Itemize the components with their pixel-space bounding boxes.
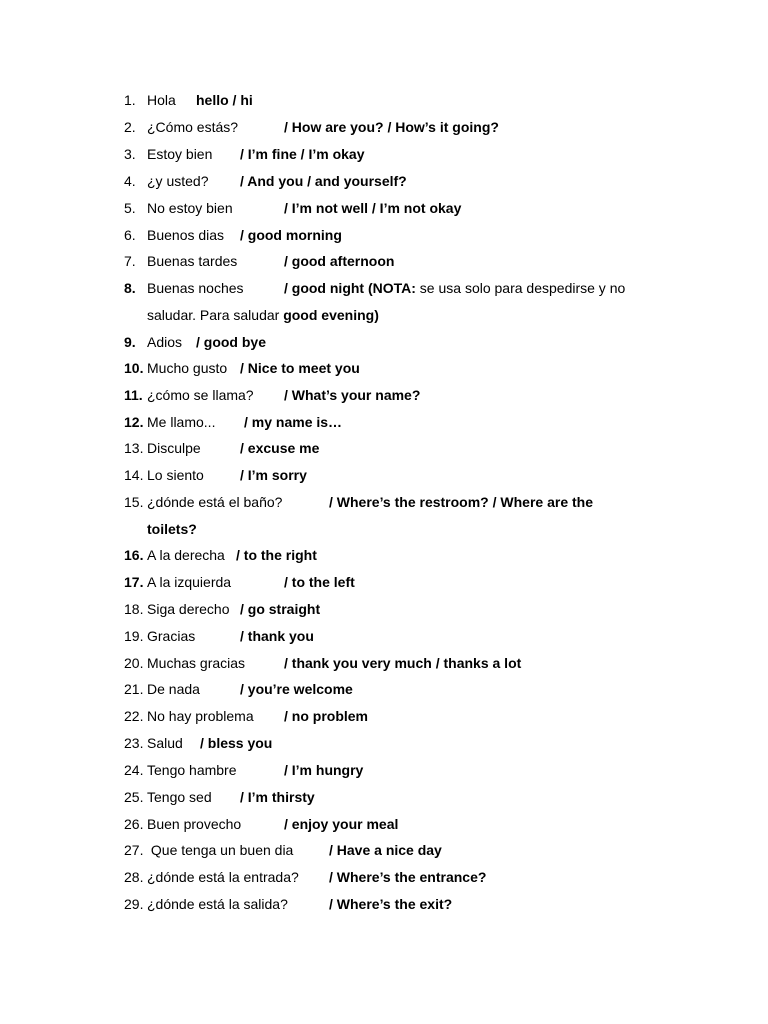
spanish-phrase: ¿y usted? — [147, 173, 209, 189]
item-number: 28. — [124, 869, 144, 885]
item-number: 24. — [124, 762, 144, 778]
spanish-phrase: Buenos dias — [147, 227, 225, 243]
english-translation: / Where’s the exit? — [329, 896, 453, 912]
english-translation: / good morning — [240, 227, 342, 243]
spanish-phrase: Hola — [147, 92, 176, 108]
spanish-phrase: Tengo hambre — [147, 762, 237, 778]
english-translation: / Where’s the restroom? / Where are the — [329, 494, 593, 510]
item-number: 25. — [124, 789, 144, 805]
english-translation: / I’m hungry — [284, 762, 364, 778]
item-number: 23. — [124, 735, 144, 751]
spanish-phrase: Adios — [147, 334, 183, 350]
item-number: 2. — [124, 119, 136, 135]
spanish-phrase: Siga derecho — [147, 601, 230, 617]
spanish-phrase: Buenas noches — [147, 280, 244, 296]
spanish-phrase: Gracias — [147, 628, 196, 644]
spanish-phrase: ¿Cómo estás? — [147, 119, 239, 135]
item-number: 20. — [124, 655, 144, 671]
english-translation: / I’m sorry — [240, 467, 307, 483]
english-translation: / I’m not well / I’m not okay — [284, 200, 462, 216]
item-number: 4. — [124, 173, 136, 189]
spanish-phrase: Salud — [147, 735, 183, 751]
spanish-phrase: De nada — [147, 681, 200, 697]
spanish-phrase: No hay problema — [147, 708, 254, 724]
note-text: saludar. Para saludar — [147, 307, 284, 323]
item-number: 3. — [124, 146, 136, 162]
english-translation: / thank you — [240, 628, 314, 644]
english-translation: / good bye — [196, 334, 266, 350]
item-number: 21. — [124, 681, 144, 697]
item-number: 15. — [124, 494, 144, 510]
spanish-phrase: Tengo sed — [147, 789, 212, 805]
item-number: 22. — [124, 708, 144, 724]
english-translation: / thank you very much / thanks a lot — [284, 655, 522, 671]
english-translation: / excuse me — [240, 440, 320, 456]
english-translation: / How are you? / How’s it going? — [284, 119, 499, 135]
item-number: 18. — [124, 601, 144, 617]
item-number: 16. — [124, 547, 144, 563]
spanish-phrase: Estoy bien — [147, 146, 213, 162]
item-number: 11. — [124, 387, 143, 403]
english-translation: / bless you — [200, 735, 273, 751]
item-number: 27. — [124, 842, 144, 858]
item-number: 14. — [124, 467, 144, 483]
item-number: 6. — [124, 227, 136, 243]
spanish-phrase: Buenas tardes — [147, 253, 238, 269]
spanish-phrase: ¿dónde está la entrada? — [147, 869, 299, 885]
spanish-phrase: ¿dónde está la salida? — [147, 896, 288, 912]
item-number: 17. — [124, 574, 144, 590]
english-translation: / my name is… — [244, 414, 343, 430]
spanish-phrase: Disculpe — [147, 440, 201, 456]
continuation-text — [147, 304, 379, 326]
spanish-phrase: Me llamo... — [147, 414, 216, 430]
english-translation-continued: toilets? — [147, 521, 197, 537]
spanish-phrase: A la izquierda — [147, 574, 232, 590]
spanish-phrase: ¿cómo se llama? — [147, 387, 254, 403]
english-translation: / And you / and yourself? — [240, 173, 407, 189]
english-translation: / Where’s the entrance? — [329, 869, 487, 885]
note-emphasis: good evening) — [283, 307, 379, 323]
item-number: 12. — [124, 414, 144, 430]
item-number: 1. — [124, 92, 136, 108]
english-translation: / Have a nice day — [329, 842, 442, 858]
spanish-phrase: Buen provecho — [147, 816, 242, 832]
item-number: 9. — [124, 334, 136, 350]
item-number: 29. — [124, 896, 144, 912]
spanish-phrase: Mucho gusto — [147, 360, 228, 376]
note-text: se usa solo para despedirse y no — [415, 280, 626, 296]
spanish-phrase: Lo siento — [147, 467, 204, 483]
spanish-phrase: A la derecha — [147, 547, 225, 563]
item-number: 10. — [124, 360, 144, 376]
english-translation-main: / good night (NOTA: — [284, 280, 416, 296]
spanish-phrase: ¿dónde está el baño? — [147, 494, 283, 510]
item-number: 7. — [124, 253, 136, 269]
english-translation: / good afternoon — [284, 253, 395, 269]
english-translation: / Nice to meet you — [240, 360, 360, 376]
english-translation: / no problem — [284, 708, 368, 724]
english-translation: / I’m fine / I’m okay — [240, 146, 365, 162]
item-number: 8. — [124, 280, 136, 296]
english-translation: / enjoy your meal — [284, 816, 399, 832]
item-number: 19. — [124, 628, 144, 644]
item-number: 5. — [124, 200, 136, 216]
english-translation: hello / hi — [196, 92, 253, 108]
english-translation: / you’re welcome — [240, 681, 353, 697]
english-translation: / go straight — [240, 601, 321, 617]
english-translation: / What’s your name? — [284, 387, 421, 403]
spanish-phrase: Muchas gracias — [147, 655, 246, 671]
english-translation: / to the left — [284, 574, 355, 590]
spanish-phrase: Que tenga un buen dia — [147, 842, 294, 858]
item-number: 26. — [124, 816, 144, 832]
english-translation: / to the right — [236, 547, 317, 563]
continuation-text — [147, 518, 197, 540]
english-translation — [284, 277, 625, 299]
item-number: 13. — [124, 440, 144, 456]
english-translation: / I’m thirsty — [240, 789, 315, 805]
spanish-phrase: No estoy bien — [147, 200, 233, 216]
